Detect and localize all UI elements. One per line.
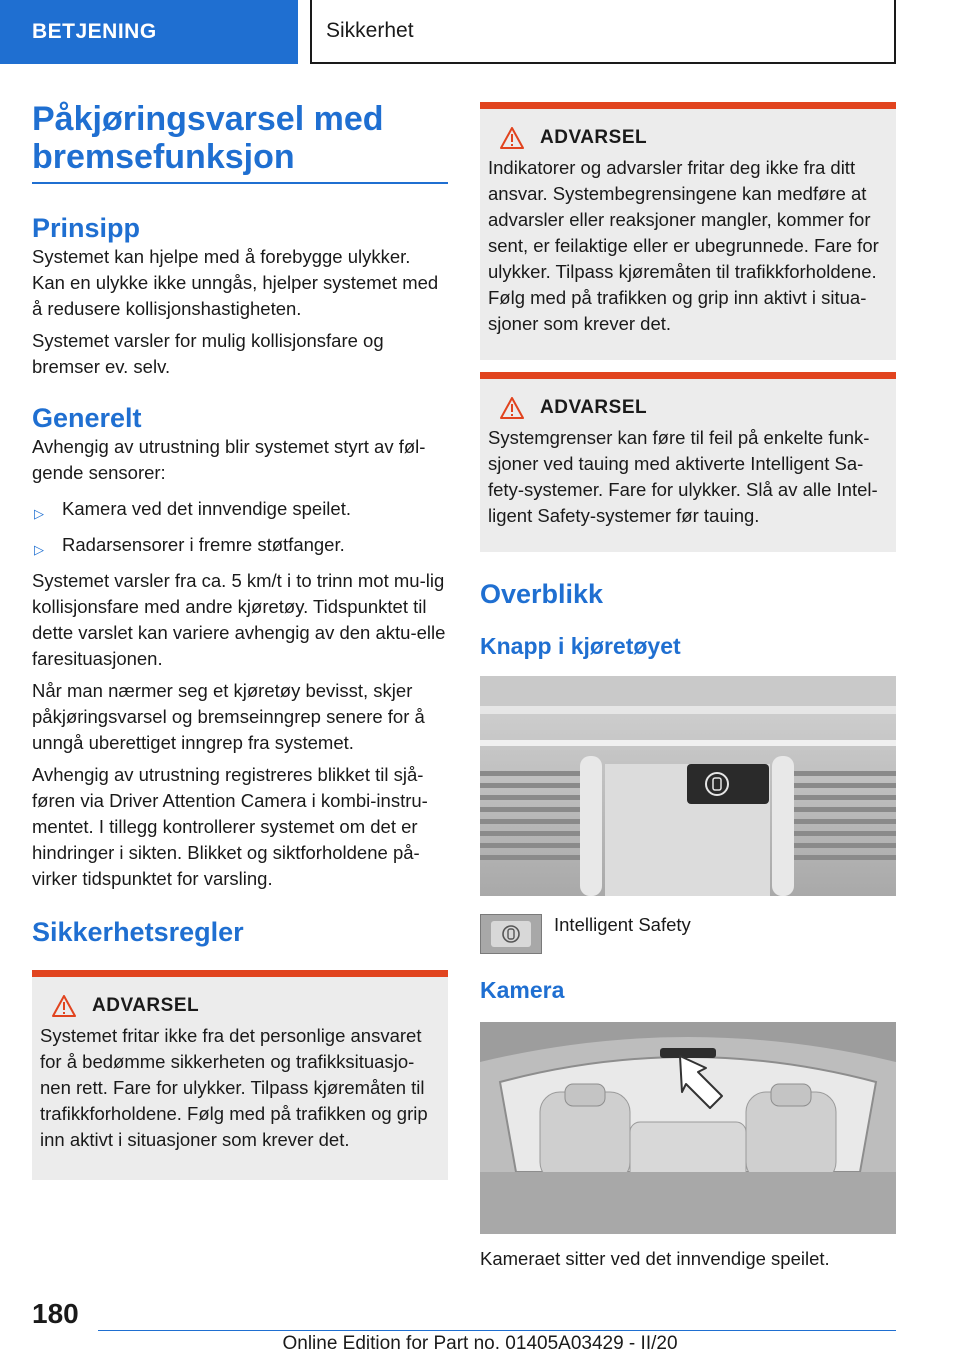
warning-text: Systemgrenser kan føre til feil på enkelte funk-sjoner ved tauing med aktiverte Intelligent Sa-fety-systemer. Fare for ulykker. Slå av alle Intel-ligent Safety-systemer før tauing. [488, 427, 878, 526]
generelt-paragraph-2: Når man nærmer seg et kjøretøy bevisst, skjer påkjøringsvarsel og bremseinngrep senere for å unngå uberettiget inngrep fra systemet. [32, 680, 425, 753]
heading-kamera: Kamera [480, 977, 565, 1003]
chapter-tab [0, 0, 298, 64]
list-item: ▷ Kamera ved det innvendige speilet. [32, 496, 448, 522]
warning-box [32, 970, 448, 1180]
warning-title: ADVARSEL [540, 397, 648, 418]
intelligent-safety-icon [480, 914, 542, 954]
warning-triangle-icon [52, 995, 76, 1017]
generelt-paragraph-1: Systemet varsler fra ca. 5 km/t i to trinn mot mu-lig kollisjonsfare med andre kjøretøy. Tidspunktet til dette varslet kan variere avhengig av den aktu-elle faresituasjonen. [32, 570, 446, 669]
button-caption: Intelligent Safety [554, 914, 691, 935]
prinsipp-paragraph-2: Systemet varsler for mulig kollisjonsfare og bremser ev. selv. [32, 330, 384, 377]
heading-generelt: Generelt [32, 403, 142, 433]
heading-knapp: Knapp i kjøretøyet [480, 633, 681, 659]
chapter-label: BETJENING [32, 20, 157, 43]
page-number: 180 [32, 1298, 79, 1329]
heading-overblikk: Overblikk [480, 579, 604, 609]
triangle-bullet-icon: ▷ [34, 542, 44, 557]
list-item: ▷ Radarsensorer i fremre støtfanger. [32, 532, 448, 558]
button-caption-row [480, 914, 896, 954]
page-title: Påkjøringsvarsel med bremsefunksjon [32, 100, 448, 184]
generelt-paragraph-3: Avhengig av utrustning registreres blikket til sjå-føren via Driver Attention Camera i kombi-instru-mentet. I tillegg kontrollerer systemet om det er hindringer i sikten. Blikket og siktforholdene på-virker tidspunktet for varsling. [32, 764, 428, 889]
camera-caption: Kameraet sitter ved det innvendige speilet. [480, 1248, 830, 1269]
footer-edition: Online Edition for Part no. 01405A03429 - II/20 [282, 1333, 678, 1354]
warning-text: Indikatorer og advarsler fritar deg ikke fra ditt ansvar. Systembegrensingene kan medføre at advarsler eller reaksjoner mangler, kommer for sent, er feilaktige eller er ubegrunnede. Fare for ulykker. Tilpass kjøremåten til trafikkforholdene. Følg med på trafikken og grip inn aktivt i situa-sjoner som krever det. [488, 157, 879, 334]
sensor-list [32, 496, 448, 558]
heading-sikkerhetsregler: Sikkerhetsregler [32, 917, 244, 947]
heading-prinsipp: Prinsipp [32, 213, 141, 243]
warning-text: Systemet fritar ikke fra det personlige ansvaret for å bedømme sikkerheten og trafikksituasjo-nen rett. Fare for ulykker. Tilpass kjøremåten til trafikkforholdene. Følg med på trafikken og grip inn aktivt i situasjoner som krever det. [40, 1025, 428, 1150]
camera-photo [480, 1022, 896, 1234]
dashboard-photo [480, 676, 896, 896]
section-header [310, 0, 896, 64]
warning-title: ADVARSEL [92, 995, 200, 1016]
prinsipp-paragraph-1: Systemet kan hjelpe med å forebygge ulykker. Kan en ulykke ikke unngås, hjelper systemet med å redusere kollisjonshastigheten. [32, 246, 439, 319]
warning-box [480, 372, 896, 552]
left-column [32, 100, 448, 1180]
right-column [480, 102, 896, 1278]
triangle-bullet-icon: ▷ [34, 506, 44, 521]
warning-triangle-icon [500, 397, 524, 419]
generelt-intro: Avhengig av utrustning blir systemet styrt av føl-gende sensorer: [32, 436, 426, 483]
warning-triangle-icon [500, 127, 524, 149]
section-label: Sikkerhet [326, 19, 414, 42]
warning-box [480, 102, 896, 360]
warning-title: ADVARSEL [540, 127, 648, 148]
